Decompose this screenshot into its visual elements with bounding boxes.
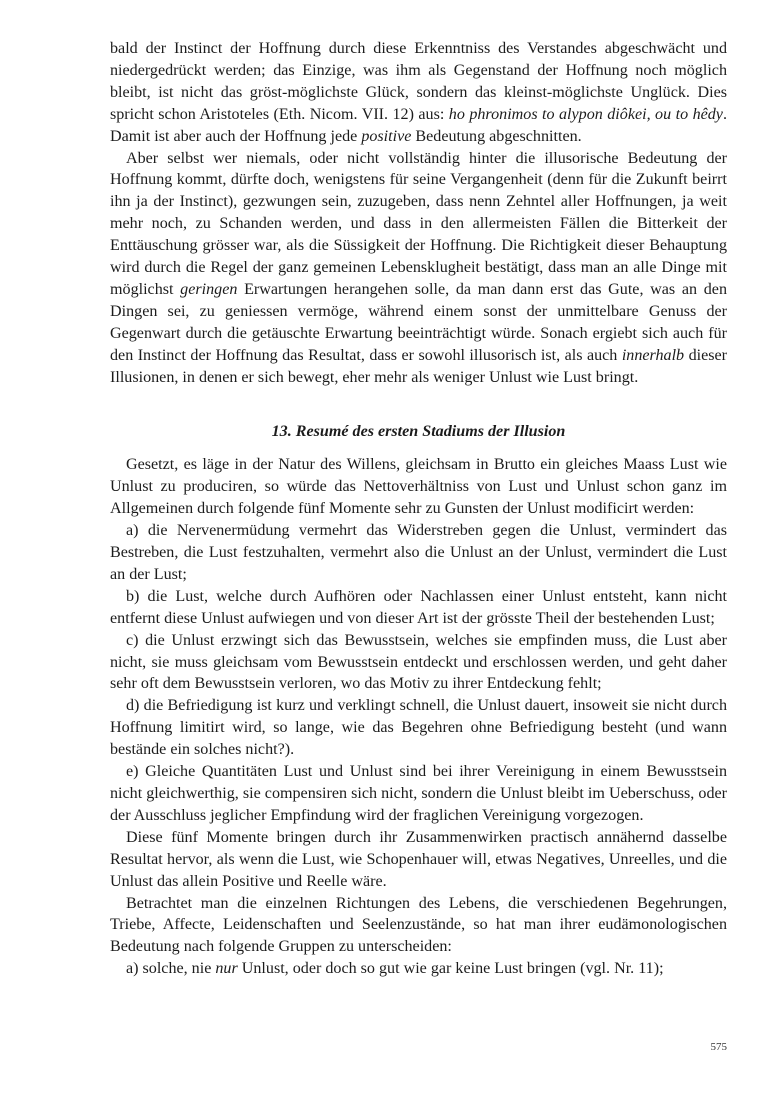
paragraph-aber-selbst xyxy=(110,148,727,389)
paragraph-hoffnung-continuation xyxy=(110,38,727,148)
text-run: Bedeutung abgeschnitten. xyxy=(411,127,582,145)
emphasis-positive: positive xyxy=(361,127,412,145)
paragraph-gesetzt: Gesetzt, es läge in der Natur des Willens, gleichsam in Brutto ein gleiches Maass Lust wie Unlust zu produciren, so würde das Nettoverhältniss von Lust und Unlust schon ganz im Allgemeinen durch folgende fünf Momente sehr zu Gunsten der Unlust modificirt werden: xyxy=(110,456,727,518)
list-item-c: c) die Unlust erzwingt sich das Bewusstsein, welches sie empfinden muss, die Lust aber nicht, sie muss gleichsam vom Bewusstsein entdeckt und erschlossen werden, und geht daher sehr oft dem Bewusstsein verloren, wo das Motiv zu ihrer Entdeckung fehlt; xyxy=(110,631,727,693)
page-body xyxy=(110,38,727,980)
list-item-d: d) die Befriedigung ist kurz und verklingt schnell, die Unlust dauert, insoweit sie nicht durch Hoffnung limitirt wird, so lange, wie das Begehren ohne Befriedigung besteht (und wann bestände ein solches nicht?). xyxy=(110,697,727,759)
text-run: Aber selbst wer niemals, oder nicht vollständig hinter die illusorische Bedeutung der Hoffnung kommt, dürfte doch, wenigstens für seine Vergangenheit (denn für die Zukunft beirrt ihn ja der Instinct), gezwungen sein, zuzugeben, dass nenn Zehntel aller Hoffnungen, ja weit mehr noch, zu Schanden werden, und dass in den allermeisten Fällen die Bitterkeit der Enttäuschung grösser war, als die Süssigkeit der Hoffnung. Die Richtigkeit dieser Behauptung wird durch die Regel der ganz gemeinen Lebensklugheit bestätigt, dass man an alle Dinge mit möglichst xyxy=(110,149,727,298)
text-run: Unlust, oder doch so gut wie gar keine Lust bringen (vgl. Nr. 11); xyxy=(237,960,664,978)
text-run: . Damit ist aber auch der Hoffnung jede xyxy=(110,105,727,145)
page-number: 575 xyxy=(710,1041,727,1053)
text-run: dieser Illusionen, in denen er sich bewegt, eher mehr als weniger Unlust wie Lust bringt. xyxy=(110,346,727,386)
paragraph-betrachtet: Betrachtet man die einzelnen Richtungen des Lebens, die verschiedenen Begehrungen, Triebe, Affecte, Leidenschaften und Seelenzustände, so hat man ihrer eudämonologischen Bedeutung nach folgende Gruppen zu unterscheiden: xyxy=(110,894,727,956)
list-item-b: b) die Lust, welche durch Aufhören oder Nachlassen einer Unlust entsteht, kann nicht entfernt diese Unlust aufwiegen und von dieser Art ist der grösste Theil der bestehenden Lust; xyxy=(110,587,727,627)
emphasis-nur: nur xyxy=(215,960,238,978)
text-run: Erwartungen herangehen solle, da man dann erst das Gute, was an den Dingen sei, zu geniessen vermöge, während einem sonst der unmittelbare Genuss der Gegenwart durch die getäuschte Erwartung beeinträchtigt würde. Sonach ergiebt sich auch für den Instinct der Hoffnung das Resultat, dass er sowohl illusorisch ist, als auch xyxy=(110,280,727,364)
greek-quotation: ho phronimos to alypon diôkei, ou to hêdy xyxy=(448,105,723,123)
emphasis-geringen: geringen xyxy=(180,280,238,298)
emphasis-innerhalb: innerhalb xyxy=(621,346,685,364)
text-run: a) solche, nie xyxy=(126,960,216,978)
text-run: bald der Instinct der Hoffnung durch diese Erkenntniss des Verstandes abgeschwächt und niedergedrückt werden; das Einzige, was ihm als Gegenstand der Hoffnung noch möglich bleibt, ist nicht das gröst-möglichste Glück, sondern das kleinst-möglichste Unglück. Dies spricht schon Aristoteles (Eth. Nicom. VII. 12) aus: xyxy=(110,40,727,123)
group-item-a xyxy=(110,958,727,980)
list-item-a: a) die Nervenermüdung vermehrt das Widerstreben gegen die Unlust, vermindert das Bestreben, die Lust festzuhalten, vermehrt also die Unlust an der Unlust, vermindert die Lust an der Lust; xyxy=(110,522,727,583)
list-item-e: e) Gleiche Quantitäten Lust und Unlust sind bei ihrer Vereinigung in einem Bewusstsein nicht gleichwerthig, sie compensiren sich nicht, sondern die Unlust bleibt im Ueberschuss, oder der Ausschluss jeglicher Empfindung wird der fraglichen Vereinigung vorgezogen. xyxy=(110,763,727,824)
section-heading: 13. Resumé des ersten Stadiums der Illusion xyxy=(271,422,566,440)
paragraph-diese-fuenf: Diese fünf Momente bringen durch ihr Zusammenwirken practisch annähernd dasselbe Resultat hervor, als wenn die Lust, wie Schopenhauer will, etwas Negatives, Unreelles, und die Unlust das allein Positive und Reelle wäre. xyxy=(110,828,727,890)
